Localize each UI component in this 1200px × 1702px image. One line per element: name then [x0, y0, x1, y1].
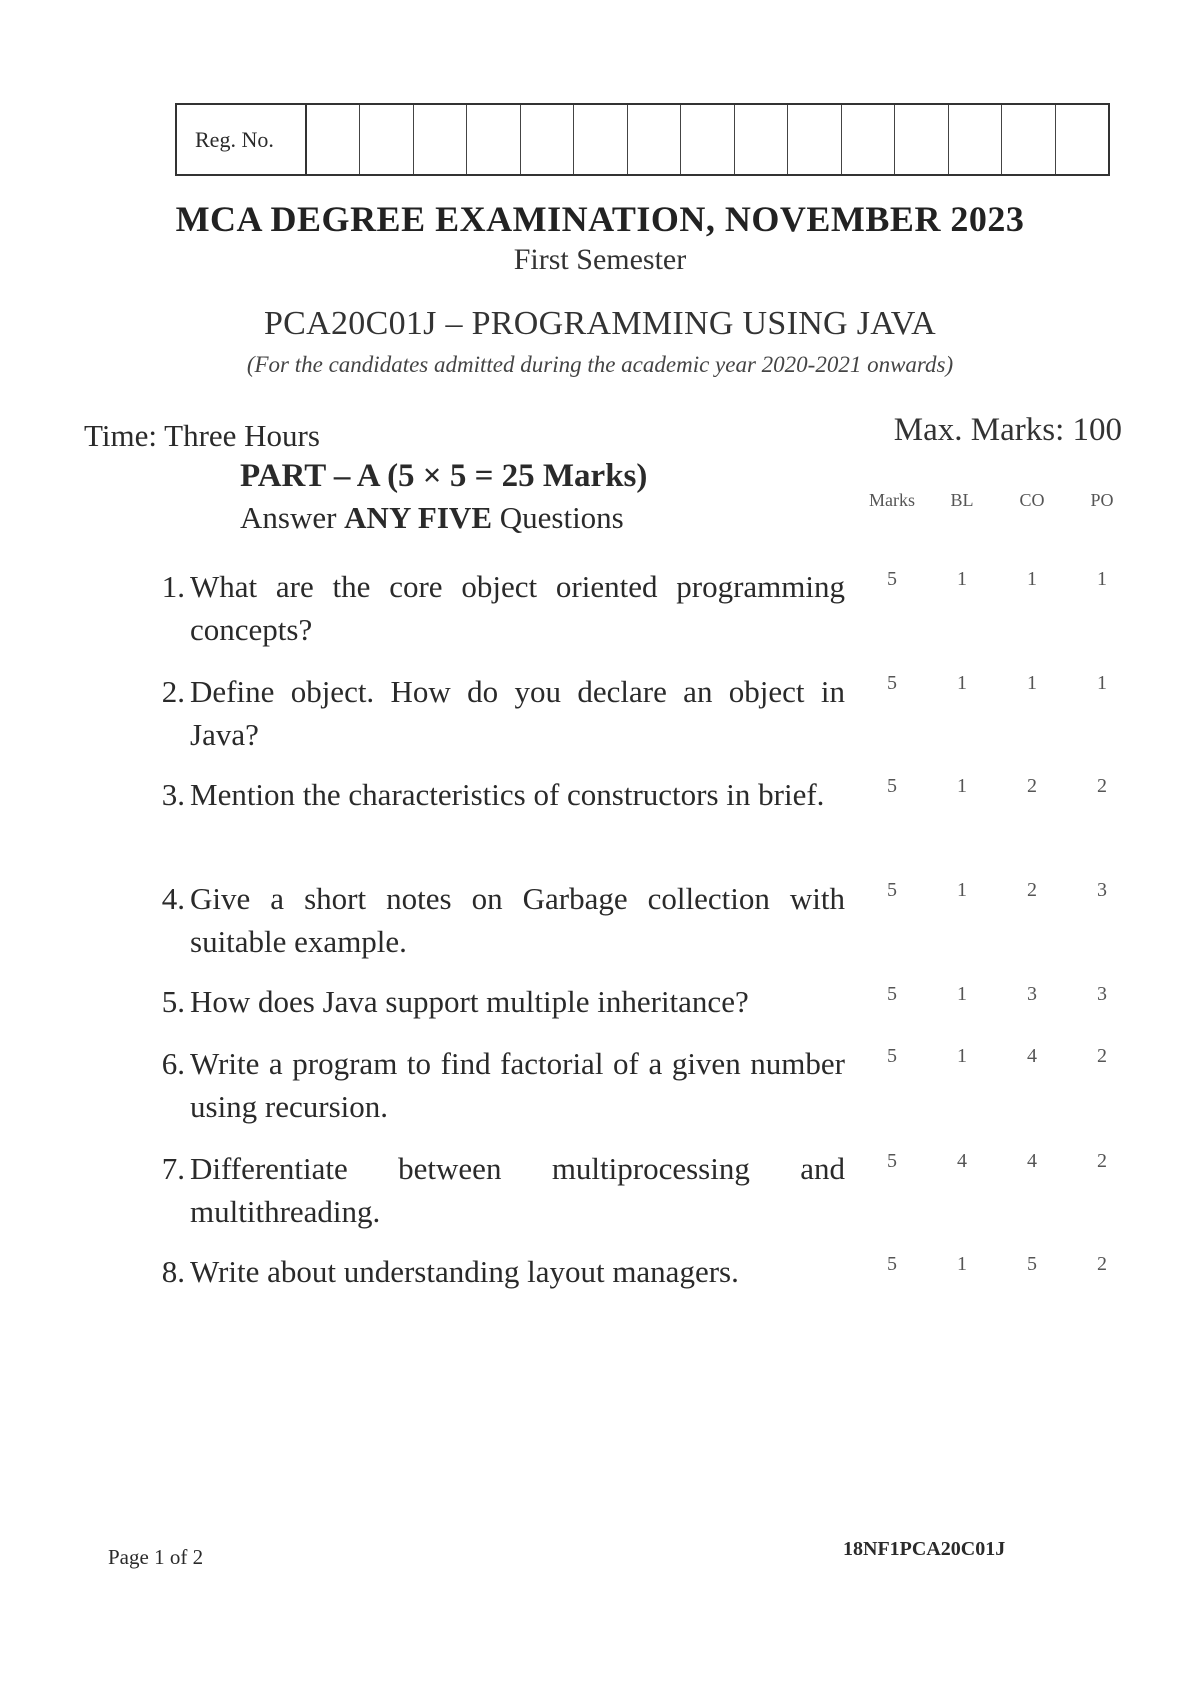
question-text: Define object. How do you declare an object in Java? [190, 674, 845, 752]
part-title: PART – A (5 × 5 = 25 Marks) [240, 458, 648, 494]
reg-no-cell [574, 105, 627, 174]
question-marks: 5 [887, 983, 897, 1005]
question-marks: 5 [887, 568, 897, 590]
reg-no-cell [842, 105, 895, 174]
question-number: 4. [161, 881, 185, 916]
question-co: 2 [1027, 879, 1037, 901]
column-header-marks: Marks [869, 490, 915, 510]
reg-no-cell [467, 105, 520, 174]
question-po: 2 [1097, 1150, 1107, 1172]
column-header-co: CO [1019, 490, 1045, 510]
question-po: 2 [1097, 775, 1107, 797]
question-marks: 5 [887, 775, 897, 797]
semester: First Semester [513, 243, 687, 276]
question-po: 1 [1097, 672, 1107, 694]
question-text: Give a short notes on Garbage collection with suitable example. [190, 881, 845, 959]
question-bl: 1 [957, 983, 967, 1005]
question-bl: 1 [957, 1253, 967, 1275]
reg-no-cell [681, 105, 734, 174]
column-header-po: PO [1090, 490, 1114, 510]
question-text: Write a program to find factorial of a given number using recursion. [190, 1046, 845, 1124]
question-co: 3 [1027, 983, 1037, 1005]
question-marks: 5 [887, 1045, 897, 1067]
question-bl: 4 [957, 1150, 967, 1172]
answer-suffix: Questions [492, 500, 624, 535]
question-co: 2 [1027, 775, 1037, 797]
question-marks: 5 [887, 1150, 897, 1172]
reg-no-cell [788, 105, 841, 174]
course-title: PCA20C01J – PROGRAMMING USING JAVA [263, 305, 937, 342]
reg-no-cell [1002, 105, 1055, 174]
answer-prefix: Answer [240, 500, 345, 535]
answer-bold: ANY FIVE [344, 500, 492, 535]
question-text: Differentiate between multiprocessing and multithreading. [190, 1151, 845, 1229]
question-bl: 1 [957, 775, 967, 797]
question-number: 3. [161, 777, 185, 812]
question-text: What are the core object oriented programming concepts? [190, 569, 845, 647]
reg-no-cell [949, 105, 1002, 174]
reg-no-box [175, 103, 1110, 176]
reg-no-cell [1056, 105, 1108, 174]
reg-no-cell [414, 105, 467, 174]
admitted-note: (For the candidates admitted during the academic year 2020-2021 onwards) [246, 352, 954, 377]
question-po: 3 [1097, 879, 1107, 901]
question-number: 8. [161, 1254, 185, 1289]
question-number: 7. [161, 1151, 185, 1186]
column-header-bl: BL [950, 490, 974, 510]
question-text: Mention the characteristics of constructors in brief. [190, 777, 825, 812]
exam-title: MCA DEGREE EXAMINATION, NOVEMBER 2023 [175, 199, 1025, 239]
question-po: 2 [1097, 1253, 1107, 1275]
question-po: 1 [1097, 568, 1107, 590]
reg-no-cell [360, 105, 413, 174]
question-bl: 1 [957, 568, 967, 590]
page-number: Page 1 of 2 [108, 1545, 204, 1569]
paper-code: 18NF1PCA20C01J [843, 1538, 1006, 1560]
question-co: 1 [1027, 568, 1037, 590]
question-number: 5. [161, 984, 185, 1019]
question-bl: 1 [957, 672, 967, 694]
question-co: 5 [1027, 1253, 1037, 1275]
max-marks: Max. Marks: 100 [893, 412, 1122, 448]
reg-no-cell [628, 105, 681, 174]
reg-no-cell [521, 105, 574, 174]
question-co: 4 [1027, 1045, 1037, 1067]
question-text: How does Java support multiple inheritance? [190, 984, 749, 1019]
answer-instruction [240, 500, 624, 536]
reg-no-cell [307, 105, 360, 174]
question-marks: 5 [887, 672, 897, 694]
question-marks: 5 [887, 879, 897, 901]
question-number: 2. [161, 674, 185, 709]
question-marks: 5 [887, 1253, 897, 1275]
question-text: Write about understanding layout managers. [190, 1254, 739, 1289]
reg-no-cell [895, 105, 948, 174]
exam-duration: Time: Three Hours [84, 418, 320, 453]
reg-no-cells [307, 105, 1108, 174]
question-number: 6. [161, 1046, 185, 1081]
question-po: 3 [1097, 983, 1107, 1005]
question-number: 1. [161, 569, 185, 604]
question-co: 4 [1027, 1150, 1037, 1172]
question-bl: 1 [957, 879, 967, 901]
reg-no-cell [735, 105, 788, 174]
question-bl: 1 [957, 1045, 967, 1067]
question-po: 2 [1097, 1045, 1107, 1067]
question-co: 1 [1027, 672, 1037, 694]
reg-no-label: Reg. No. [177, 105, 307, 174]
